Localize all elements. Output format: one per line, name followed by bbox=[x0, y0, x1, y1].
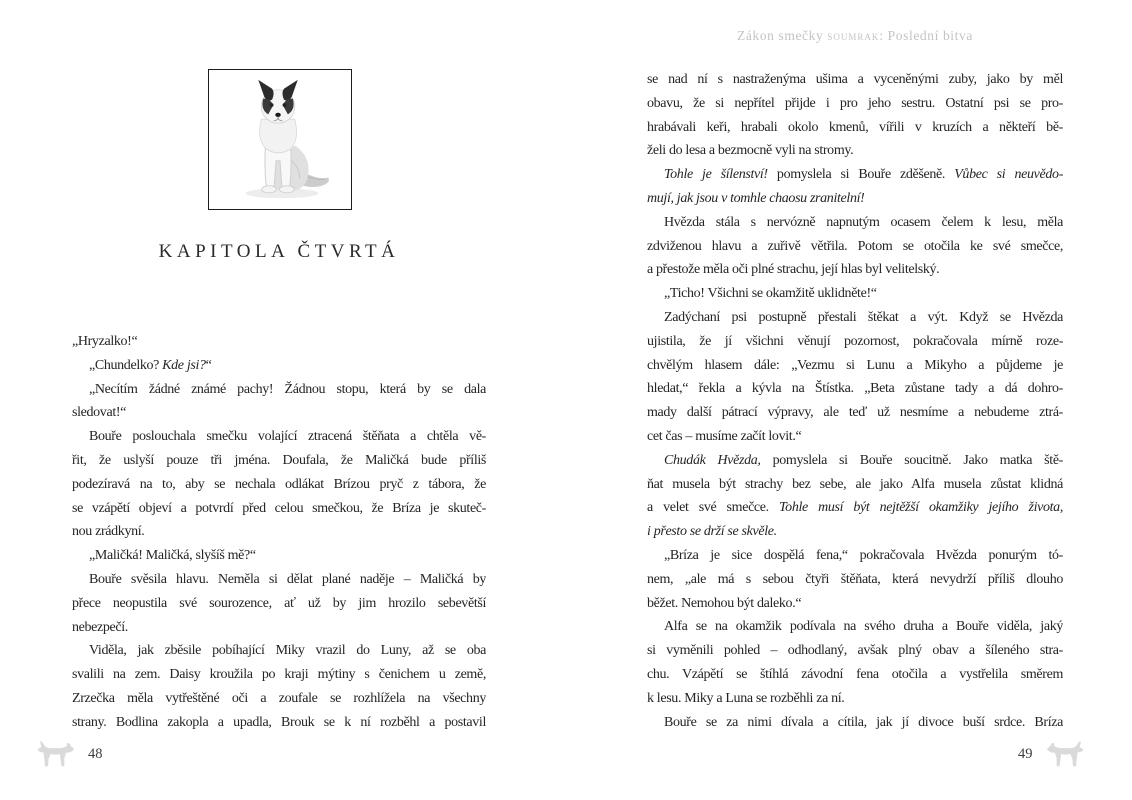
text-segment: „Ticho! Všichni se okamžitě uklidněte!“ bbox=[664, 286, 877, 302]
text-segment: cet čas – musíme začít lovit.“ bbox=[647, 428, 802, 444]
text-segment: obavu, že si nepřítel přijde i pro jeho sestru. Ostatní psi se pro- bbox=[647, 95, 1063, 111]
text-segment: a velet své smečce. bbox=[647, 500, 780, 516]
text-segment: Zadýchaní psi postupně přestali štěkat a výt. Když se Hvězda bbox=[664, 309, 1063, 325]
text-segment: i přesto se drží se skvěle. bbox=[647, 524, 777, 540]
text-line bbox=[72, 449, 486, 473]
text-segment: k lesu. Miky a Luna se rozběhli za ní. bbox=[647, 690, 845, 706]
text-line bbox=[72, 616, 486, 640]
text-line bbox=[72, 544, 486, 568]
text-line bbox=[647, 235, 1063, 259]
text-line bbox=[72, 330, 486, 354]
text-segment: Tohle musí být nejtěžší okamžiky jejího života, bbox=[779, 500, 1063, 516]
text-line bbox=[72, 663, 486, 687]
text-line bbox=[72, 497, 486, 521]
text-line bbox=[647, 92, 1063, 116]
text-line bbox=[72, 592, 486, 616]
running-header-prefix: Zákon smečky bbox=[737, 28, 828, 43]
page-number-right: 49 bbox=[1018, 746, 1033, 762]
text-line bbox=[72, 520, 486, 544]
text-line bbox=[647, 425, 1063, 449]
text-segment: podezíravá na to, aby se nechala odlákat Brízou pryč z tábora, že bbox=[72, 476, 486, 492]
text-line bbox=[647, 520, 1063, 544]
text-segment: mady další pátrací výpravy, ale teď už nesmíme a nebudeme ztrá- bbox=[647, 405, 1063, 421]
text-line bbox=[647, 116, 1063, 140]
text-segment: Kde jsi? bbox=[162, 357, 206, 373]
text-line bbox=[647, 687, 1063, 711]
text-segment: Viděla, jak zběsile pobíhající Miky vrazil do Luny, až se oba bbox=[89, 643, 486, 659]
text-line bbox=[647, 354, 1063, 378]
text-segment: Vůbec si neuvědo- bbox=[954, 167, 1063, 183]
text-segment: nebezpečí. bbox=[72, 619, 128, 635]
text-line bbox=[647, 592, 1063, 616]
text-line bbox=[647, 139, 1063, 163]
text-line bbox=[72, 639, 486, 663]
text-segment: Bouře se za nimi dívala a cítila, jak jí divoce buší srdce. Bríza bbox=[664, 714, 1063, 730]
text-segment: si vyměnili pohled – odhodlaný, avšak plný obav a šíleného stra- bbox=[647, 643, 1063, 659]
text-line bbox=[647, 211, 1063, 235]
text-line bbox=[72, 711, 486, 735]
text-segment: nem, „ale má s sebou čtyři štěňata, která nevydrží příliš dlouho bbox=[647, 571, 1063, 587]
text-line bbox=[647, 568, 1063, 592]
dog-silhouette-icon bbox=[1045, 740, 1085, 769]
text-segment: sledovat!“ bbox=[72, 405, 127, 421]
text-line bbox=[72, 687, 486, 711]
text-segment: „Chundelko? bbox=[89, 357, 163, 373]
text-segment: Tohle je šílenství! bbox=[664, 167, 768, 183]
text-segment: Chudák Hvězda, bbox=[664, 452, 761, 468]
text-line bbox=[72, 354, 486, 378]
text-line bbox=[72, 425, 486, 449]
text-segment: „Necítím žádné známé pachy! Žádnou stopu, která by se dala bbox=[89, 381, 486, 397]
text-line bbox=[647, 163, 1063, 187]
text-segment: chvělým hlasem dále: „Vezmu si Lunu a Mikyho a půjdeme je bbox=[647, 357, 1063, 373]
chapter-illustration-frame bbox=[208, 69, 352, 210]
text-segment: zdviženou hlavu a zuřivě větřila. Potom se otočila ke své smečce, bbox=[647, 238, 1063, 254]
right-folio bbox=[1018, 740, 1085, 769]
text-segment: se vzápětí objeví a potvrdí před celou smečkou, že Bríza je skuteč- bbox=[72, 500, 486, 516]
text-segment: Bouře svěsila hlavu. Neměla si dělat plané naděje – Maličká by bbox=[89, 571, 486, 587]
text-segment: Hvězda stála s nervózně napnutým ocasem čelem k lesu, měla bbox=[664, 214, 1063, 230]
dog-silhouette-icon bbox=[36, 740, 76, 769]
text-line bbox=[647, 401, 1063, 425]
dog-illustration bbox=[209, 70, 351, 209]
text-line bbox=[647, 663, 1063, 687]
text-line bbox=[72, 401, 486, 425]
page-number-left: 48 bbox=[88, 746, 103, 762]
text-segment: ňat musela být strachy bez sebe, ale jako Alfa musela zůstat klidná bbox=[647, 476, 1063, 492]
running-header-series: soumrak bbox=[827, 28, 880, 43]
text-segment: chu. Vzápětí se štíhlá závodní fena otočila a vystřelila směrem bbox=[647, 666, 1063, 682]
text-line bbox=[647, 544, 1063, 568]
text-line bbox=[647, 187, 1063, 211]
text-segment: pomyslela si Bouře zděšeně. bbox=[767, 167, 955, 183]
text-segment: hrabávali keři, hrabali okolo kmenů, vířili v kruzích a někteří bě- bbox=[647, 119, 1063, 135]
text-line bbox=[647, 711, 1063, 735]
text-segment: svalili na zem. Daisy kroužila po kraji mýtiny s čenichem u země, bbox=[72, 667, 486, 683]
text-segment: “ bbox=[205, 357, 212, 373]
text-segment: strany. Bodlina zakopla a upadla, Brouk se k ní rozběhl a postavil bbox=[72, 714, 486, 730]
text-segment: pomyslela si Bouře soucitně. Jako matka ště- bbox=[760, 452, 1063, 468]
text-segment: se nad ní s nastraženýma ušima a vyceněnými zuby, jako by měl bbox=[647, 72, 1063, 87]
left-folio bbox=[36, 740, 103, 769]
text-segment: hledat,“ řekla a kývla na Štístka. „Beta zůstane tady a dá dohro- bbox=[647, 381, 1063, 397]
text-segment: mují, jak jsou v tomhle chaosu zranitelní! bbox=[647, 190, 865, 206]
running-header bbox=[647, 28, 1063, 44]
chapter-title: KAPITOLA ČTVRTÁ bbox=[158, 241, 400, 262]
text-segment: „Hryzalko!“ bbox=[72, 334, 138, 349]
text-line bbox=[647, 615, 1063, 639]
text-segment: přece neopustila své sourozence, ať už by jim hrozilo sebevětší bbox=[72, 595, 486, 611]
text-segment: „Bríza je sice dospělá fena,“ pokračovala Hvězda ponurým tó- bbox=[664, 547, 1063, 563]
text-segment: ujistila, že jí všichni věnují pozornost, pokračovala mírně roze- bbox=[647, 333, 1063, 349]
text-line bbox=[647, 282, 1063, 306]
text-segment: „Maličká! Maličká, slyšíš mě?“ bbox=[89, 548, 256, 564]
text-line bbox=[72, 568, 486, 592]
text-line bbox=[647, 496, 1063, 520]
text-segment: a přestože měla oči plné strachu, její hlas byl velitelský. bbox=[647, 262, 940, 278]
text-line bbox=[647, 330, 1063, 354]
text-segment: Zrzečka měla vytřeštěné oči a zoufale se rozhlížela na všechny bbox=[72, 690, 486, 706]
text-segment: řit, že uslyší pouze tři jména. Doufala, že Maličká bude příliš bbox=[72, 452, 486, 468]
text-line bbox=[72, 378, 486, 402]
right-text-column bbox=[647, 68, 1063, 736]
left-text-column bbox=[72, 330, 486, 738]
running-header-suffix: : Poslední bitva bbox=[879, 28, 973, 43]
text-segment: nou zrádkyní. bbox=[72, 524, 145, 540]
text-line bbox=[647, 306, 1063, 330]
text-line bbox=[647, 377, 1063, 401]
text-line bbox=[647, 449, 1063, 473]
text-segment: Alfa se na okamžik podívala na svého druha a Bouře viděla, jaký bbox=[664, 619, 1063, 635]
text-segment: Bouře poslouchala smečku volající ztracená štěňata a chtěla vě- bbox=[89, 429, 486, 445]
text-line bbox=[647, 473, 1063, 497]
text-line bbox=[647, 258, 1063, 282]
text-segment: želi do lesa a bezmocně vyli na stromy. bbox=[647, 143, 854, 159]
text-line bbox=[72, 473, 486, 497]
text-line bbox=[647, 68, 1063, 92]
text-line bbox=[647, 639, 1063, 663]
text-segment: běžet. Nemohou být daleko.“ bbox=[647, 595, 802, 611]
